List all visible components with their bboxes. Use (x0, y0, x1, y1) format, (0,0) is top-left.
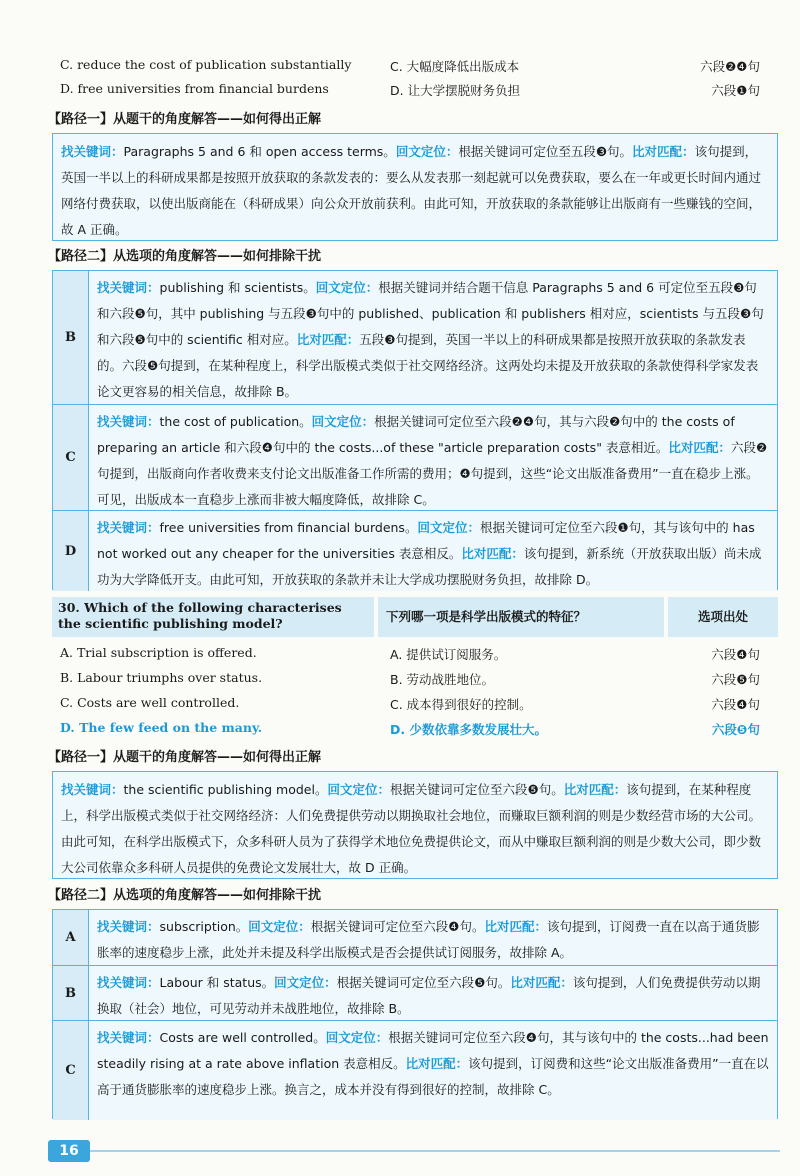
option-source: 六段❺句 (711, 672, 760, 687)
locate-text: 根据关键词可定位至六段❹句，其与该句中的 the costs...had been steadily rising at a rate above inflation 表意相反。 (97, 1030, 769, 1071)
match-label: 比对匹配： (563, 782, 627, 797)
option-zh: B. 劳动战胜地位。 (390, 672, 495, 687)
q29-row-d (53, 510, 777, 591)
q30-path2-table (52, 909, 778, 1119)
q30-option-a (60, 645, 760, 665)
option-zh: C. 成本得到很好的控制。 (390, 697, 532, 712)
row-label: B (53, 271, 89, 404)
row-text (89, 966, 777, 1020)
keyword-text: Labour 和 status。 (159, 975, 275, 990)
locate-label: 回文定位： (274, 975, 337, 990)
keyword-label: 找关键词： (61, 144, 124, 159)
q30-option-c (60, 695, 760, 715)
match-text: 该句提到，在某种程度上，科学出版模式类似于社交网络经济：人们免费提供劳动以期换取社会地位，而赚取巨额利润的则是少数经营市场的大公司。由此可知，在科学出版模式下，众多科研人员为了获得学术地位免费提供论文，而从中赚取巨额利润的则是少数大公司，即少数大公司依靠众多科研人员提供的免费论文发展壮大，故 D 正确。 (61, 782, 762, 875)
locate-text: 根据关键词并结合题干信息 Paragraphs 5 and 6 可定位至五段❸句和六段❺句，其中 publishing 与五段❸句中的 published、publication 和 publishers 相对应，scientists 与五段❸句和六段❺句中的 scientific 相对应。 (97, 280, 764, 347)
q29-path2-heading: 【路径二】从选项的角度解答——如何排除干扰 (48, 249, 322, 264)
keyword-text: publishing 和 scientists。 (159, 280, 316, 295)
locate-label: 回文定位： (395, 144, 459, 159)
keyword-text: Costs are well controlled。 (159, 1030, 326, 1045)
q30-path1-heading: 【路径一】从题干的角度解答——如何得出正解 (48, 750, 322, 765)
row-text (89, 271, 777, 404)
row-label: D (53, 511, 89, 591)
q29-path1-heading: 【路径一】从题干的角度解答——如何得出正解 (48, 112, 322, 127)
q30-header (52, 597, 778, 637)
locate-label: 回文定位： (325, 1030, 389, 1045)
locate-text: 根据关键词可定位至五段❸句。 (458, 144, 633, 159)
locate-label: 回文定位： (315, 280, 379, 295)
keyword-text: the scientific publishing model。 (123, 782, 328, 797)
locate-text: 根据关键词可定位至六段❶句，其与该句中的 has not worked out any cheaper for the universities 表意相反。 (97, 520, 755, 561)
q30-path1-box (52, 771, 778, 879)
option-source: 六段❹句 (711, 697, 760, 712)
keyword-label: 找关键词： (97, 975, 160, 990)
q29-path1-box (52, 133, 778, 241)
match-label: 比对匹配： (632, 144, 695, 159)
q29-path2-table (52, 270, 778, 590)
match-text: 该句提到，英国一半以上的科研成果都是按照开放获取的条款发表的：要么从发表那一刻起就可以免费获取，要么在一年或更长时间内通过网络付费获取，以使出版商能在（科研成果）向公众开放前获利。由此可知，开放获取的条款能够让出版商有一些赚钱的空间，故 A 正确。 (61, 144, 762, 237)
row-label: A (53, 910, 89, 965)
option-source: 六段❶句 (711, 83, 760, 98)
keyword-label: 找关键词： (97, 520, 160, 535)
locate-text: 根据关键词可定位至六段❹句。 (310, 919, 485, 934)
option-source: 六段❷❹句 (700, 59, 760, 74)
match-label: 比对匹配： (510, 975, 573, 990)
match-text: 该句提到，订阅费一直在以高于通货膨胀率的速度稳步上涨，此处并未提及科学出版模式是否会提供试订阅服务，故排除 A。 (97, 919, 760, 960)
row-label: B (53, 966, 89, 1020)
keyword-label: 找关键词： (97, 1030, 160, 1045)
q30-row-b (53, 965, 777, 1020)
row-text (89, 1021, 777, 1120)
question-zh: 下列哪一项是科学出版模式的特征？ (378, 597, 664, 637)
row-text (89, 511, 777, 591)
footer-rule (90, 1150, 780, 1152)
option-zh: C. 大幅度降低出版成本 (390, 59, 520, 74)
keyword-text: Paragraphs 5 and 6 和 open access terms。 (123, 144, 396, 159)
match-label: 比对匹配： (405, 1056, 469, 1071)
q30-row-c (53, 1020, 777, 1120)
q30-option-b (60, 670, 760, 690)
row-text (89, 910, 777, 965)
option-en: C. Costs are well controlled. (60, 695, 240, 710)
row-text (89, 405, 777, 510)
source-header: 选项出处 (668, 597, 778, 637)
keyword-text: free universities from financial burdens。 (159, 520, 418, 535)
match-label: 比对匹配： (461, 546, 524, 561)
match-text: 该句提到，新系统（开放获取出版）尚未成功为大学降低开支。由此可知，开放获取的条款并未让大学成功摆脱财务负担，故排除 D。 (97, 546, 762, 587)
option-en: C. reduce the cost of publication substantially (60, 57, 352, 72)
locate-text: 根据关键词可定位至六段❷❹句，其与六段❷句中的 the costs of preparing an article 和六段❹句中的 the costs...of these "article preparation costs" 表意相近。 (97, 414, 735, 455)
locate-label: 回文定位： (248, 919, 311, 934)
match-label: 比对匹配： (668, 440, 731, 455)
keyword-label: 找关键词： (97, 414, 160, 429)
q29-option-c (60, 57, 760, 77)
option-zh: A. 提供试订阅服务。 (390, 647, 507, 662)
q30-option-d-answer (60, 720, 760, 740)
locate-label: 回文定位： (417, 520, 480, 535)
q29-row-c (53, 404, 777, 510)
q30-row-a (53, 910, 777, 965)
page-number: 16 (48, 1140, 90, 1162)
keyword-text: the cost of publication。 (159, 414, 312, 429)
match-text: 五段❸句提到，英国一半以上的科研成果都是按照开放获取的条款发表的。六段❺句提到，在某种程度上，科学出版模式类似于社交网络经济。这两处均未提及开放获取的条款使得科学家发表论文更容易的相关信息，故排除 B。 (97, 332, 759, 399)
option-zh: D. 让大学摆脱财务负担 (390, 83, 521, 98)
q29-row-b (53, 271, 777, 404)
question-en: 30. Which of the following characterises the scientific publishing model? (52, 597, 374, 637)
option-en: D. The few feed on the many. (60, 720, 263, 735)
locate-label: 回文定位： (327, 782, 390, 797)
keyword-label: 找关键词： (97, 919, 160, 934)
match-text: 该句提到，订阅费和这些“论文出版准备费用”一直在以高于通货膨胀率的速度稳步上涨。换言之，成本并没有得到很好的控制，故排除 C。 (97, 1056, 769, 1097)
option-en: D. free universities from financial burdens (60, 81, 329, 96)
keyword-label: 找关键词： (97, 280, 160, 295)
option-en: A. Trial subscription is offered. (60, 645, 257, 660)
row-label: C (53, 1021, 89, 1120)
option-source: 六段❺句 (711, 722, 760, 737)
q30-path2-heading: 【路径二】从选项的角度解答——如何排除干扰 (48, 888, 322, 903)
option-source: 六段❹句 (711, 647, 760, 662)
row-label: C (53, 405, 89, 510)
locate-text: 根据关键词可定位至六段❺句。 (336, 975, 511, 990)
q29-option-d (60, 81, 760, 101)
keyword-text: subscription。 (159, 919, 249, 934)
match-text: 六段❷句提到，出版商向作者收费来支付论文出版准备工作所需的费用；❹句提到，这些“论文出版准备费用”一直在稳步上涨。可见，出版成本一直稳步上涨而非被大幅度降低，故排除 C。 (97, 440, 768, 507)
option-zh: D. 少数依靠多数发展壮大。 (390, 722, 547, 737)
match-label: 比对匹配： (296, 332, 360, 347)
locate-label: 回文定位： (311, 414, 375, 429)
match-label: 比对匹配： (484, 919, 548, 934)
locate-text: 根据关键词可定位至六段❺句。 (389, 782, 564, 797)
option-en: B. Labour triumphs over status. (60, 670, 263, 685)
match-text: 该句提到，人们免费提供劳动以期换取（社会）地位，可见劳动并未战胜地位，故排除 B。 (97, 975, 761, 1016)
keyword-label: 找关键词： (61, 782, 124, 797)
